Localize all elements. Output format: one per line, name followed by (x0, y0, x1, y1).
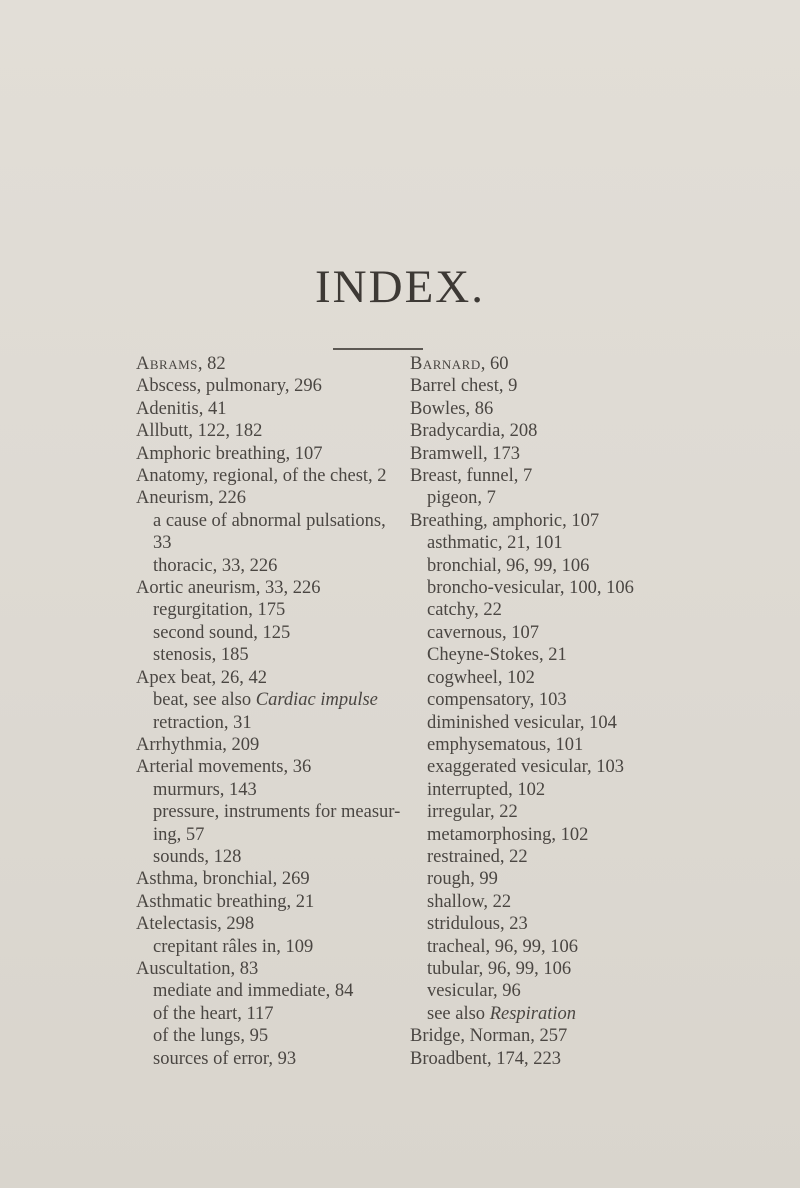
entry-text: Arterial movements, 36 (136, 757, 312, 778)
entry-text: asthmatic, 21, 101 (427, 533, 563, 554)
entry-text: pressure, instruments for measur- (153, 802, 401, 823)
title-rule (333, 348, 423, 350)
index-entry (410, 420, 710, 442)
entry-text: shallow, 22 (427, 891, 512, 912)
entry-text: stridulous, 23 (427, 914, 528, 935)
entry-text: Barrel chest, 9 (410, 376, 518, 397)
index-subentry (136, 644, 391, 666)
entry-text: sounds, 128 (153, 846, 242, 867)
index-subentry (136, 689, 391, 711)
entry-text: Abscess, pulmonary, 296 (136, 376, 322, 397)
entry-text: Bradycardia, 208 (410, 421, 538, 442)
entry-text: Cheyne-Stokes, 21 (427, 645, 567, 666)
entry-text: stenosis, 185 (153, 645, 249, 666)
index-subentry (410, 555, 710, 577)
index-subentry (410, 868, 710, 890)
entry-text: see also (427, 1003, 490, 1024)
entry-text: regurgitation, 175 (153, 600, 286, 621)
index-subentry (410, 779, 710, 801)
page-title: INDEX. (315, 261, 485, 313)
index-subentry (136, 712, 391, 734)
entry-text: beat, see also (153, 690, 256, 711)
entry-text: Bridge, Norman, 257 (410, 1026, 568, 1047)
entry-text: Auscultation, 83 (136, 958, 259, 979)
index-entry (136, 465, 391, 487)
entry-text: Aortic aneurism, 33, 226 (136, 578, 321, 599)
index-subentry (410, 487, 710, 509)
entry-text: Broadbent, 174, 223 (410, 1048, 562, 1069)
entry-text: cogwheel, 102 (427, 667, 535, 688)
entry-text: Anatomy, regional, of the chest, 2 (136, 466, 387, 487)
entry-text: 33 (153, 533, 172, 554)
entry-text: murmurs, 143 (153, 779, 257, 800)
index-subentry (410, 913, 710, 935)
entry-text: second sound, 125 (153, 622, 291, 643)
index-entry (136, 891, 391, 913)
index-entry (136, 375, 391, 397)
entry-text: exaggerated vesicular, 103 (427, 757, 625, 778)
index-subentry (136, 801, 401, 823)
entry-text: emphysematous, 101 (427, 734, 584, 755)
entry-text: bronchial, 96, 99, 106 (427, 555, 590, 576)
entry-text: crepitant râles in, 109 (153, 936, 314, 957)
entry-text: catchy, 22 (427, 600, 502, 621)
entry-text: Abrams, 82 (136, 354, 226, 374)
index-entry (136, 398, 391, 420)
entry-text: interrupted, 102 (427, 779, 546, 800)
index-subentry (410, 958, 710, 980)
index-entry (410, 1048, 710, 1070)
entry-text: sources of error, 93 (153, 1048, 297, 1069)
entry-text: rough, 99 (427, 869, 498, 890)
index-subentry (410, 712, 710, 734)
index-entry (136, 913, 391, 935)
index-subentry (410, 599, 710, 621)
entry-cross-reference: Cardiac impulse (255, 690, 378, 711)
index-subentry (410, 644, 710, 666)
entry-text: of the heart, 117 (153, 1003, 274, 1024)
index-subentry (136, 846, 391, 868)
entry-text: compensatory, 103 (427, 690, 567, 711)
entry-text: Arrhythmia, 209 (136, 734, 260, 755)
entry-text: thoracic, 33, 226 (153, 555, 278, 576)
entry-text: retraction, 31 (153, 712, 252, 733)
index-entry (136, 577, 391, 599)
entry-text: Barnard, 60 (410, 354, 509, 374)
index-subentry (136, 599, 391, 621)
index-subentry (136, 980, 391, 1002)
index-subentry (136, 555, 391, 577)
index-entry (136, 667, 391, 689)
entry-text: tubular, 96, 99, 106 (427, 958, 572, 979)
index-subentry (410, 667, 710, 689)
index-subentry (136, 1025, 391, 1047)
index-subentry (136, 779, 391, 801)
entry-text: Amphoric breathing, 107 (136, 443, 323, 464)
index-column-right (410, 353, 710, 1070)
entry-text: Asthma, bronchial, 269 (136, 869, 310, 890)
entry-text: Atelectasis, 298 (136, 914, 255, 935)
index-entry (410, 1025, 710, 1047)
index-subentry (410, 846, 710, 868)
entry-text: pigeon, 7 (427, 488, 496, 509)
entry-text: cavernous, 107 (427, 622, 539, 643)
index-subentry (136, 824, 391, 846)
entry-text: broncho-vesicular, 100, 106 (427, 578, 634, 599)
index-column-left (136, 353, 401, 1070)
entry-text: Aneurism, 226 (136, 488, 246, 509)
index-subentry (136, 936, 391, 958)
entry-text: Breathing, amphoric, 107 (410, 510, 600, 531)
index-entry (410, 375, 710, 397)
index-subentry (410, 1003, 710, 1025)
index-entry (136, 868, 391, 890)
index-subentry (410, 936, 710, 958)
index-subentry (410, 734, 710, 756)
entry-text: irregular, 22 (427, 802, 518, 823)
index-entry (136, 487, 391, 509)
entry-text: diminished vesicular, 104 (427, 712, 617, 733)
index-subentry (410, 532, 710, 554)
index-subentry (410, 824, 710, 846)
index-subentry (410, 756, 710, 778)
index-subentry (136, 622, 391, 644)
entry-text: Asthmatic breathing, 21 (136, 891, 315, 912)
index-subentry (410, 801, 710, 823)
entry-text: Apex beat, 26, 42 (136, 667, 268, 688)
index-subentry (136, 510, 391, 532)
index-subentry (136, 532, 391, 554)
entry-text: Bowles, 86 (410, 398, 494, 419)
index-entry (410, 510, 710, 532)
entry-text: metamorphosing, 102 (427, 824, 589, 845)
index-entry (136, 443, 391, 465)
index-subentry (410, 622, 710, 644)
index-entry (410, 465, 710, 487)
entry-text: a cause of abnormal pulsations, (153, 510, 386, 531)
entry-text: vesicular, 96 (427, 981, 521, 1002)
entry-text: tracheal, 96, 99, 106 (427, 936, 579, 957)
index-entry (136, 756, 391, 778)
entry-text: Bramwell, 173 (410, 443, 520, 464)
index-entry (136, 734, 391, 756)
entry-text: ing, 57 (153, 824, 205, 845)
entry-text: Allbutt, 122, 182 (136, 421, 263, 442)
index-subentry (410, 980, 710, 1002)
index-entry (410, 353, 710, 375)
index-subentry (410, 891, 710, 913)
entry-text: Breast, funnel, 7 (410, 466, 533, 487)
index-subentry (410, 689, 710, 711)
index-entry (136, 420, 391, 442)
index-entry (136, 353, 391, 375)
entry-text: Adenitis, 41 (136, 398, 227, 419)
index-entry (136, 958, 391, 980)
index-subentry (136, 1003, 391, 1025)
entry-cross-reference: Respiration (489, 1003, 577, 1024)
index-entry (410, 443, 710, 465)
entry-text: restrained, 22 (427, 846, 528, 867)
entry-text: of the lungs, 95 (153, 1026, 269, 1047)
index-subentry (410, 577, 710, 599)
index-entry (410, 398, 710, 420)
entry-text: mediate and immediate, 84 (153, 981, 354, 1002)
index-subentry (136, 1048, 391, 1070)
